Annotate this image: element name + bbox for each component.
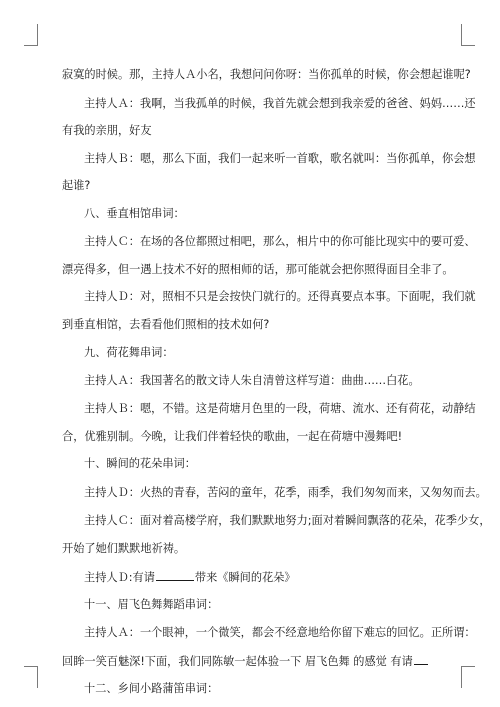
crop-mark-top-right-vertical [461,24,462,46]
paragraph-line: 合，优雅别制。今晚，让我们伴着轻快的歌曲，一起在荷塘中漫舞吧! [62,430,403,443]
invite-text: 回眸一笑百魅深!下面，我们同陈敏一起体验一下 眉飞色舞 的感觉 有请 [62,655,413,668]
program-title-text: 带来《瞬间的花朵》 [194,571,296,584]
paragraph-line: 主持人Ｂ：嗯，不错。这是荷塘月色里的一段，荷塘、流水、还有荷花，动静结 [84,402,476,415]
paragraph-line: 主持人Ｄ：火热的青春，苦闷的童年，花季，雨季，我们匆匆而来，又匆匆而去。 [84,486,487,499]
section-heading: 十、瞬间的花朵串词： [84,457,196,470]
paragraph-line: 有我的亲朋，好友 [62,124,152,137]
section-heading: 八、垂直相馆串词： [84,207,185,220]
crop-mark-bottom-left-horizontal [24,666,38,667]
paragraph-line: 开始了她们默默地祈祷。 [62,542,186,555]
paragraph-line: 主持人Ａ：一个眼神，一个微笑，都会不经意地给你留下难忘的回忆。正所谓： [84,626,476,639]
paragraph-line: 起谁? [62,179,91,192]
blank-underline [414,654,428,665]
paragraph-line: 到垂直相馆，去看看他们照相的技术如何? [62,318,270,331]
paragraph-line: 主持人Ｂ：嗯，那么下面，我们一起来听一首歌，歌名就叫：当你孤单，你会想 [84,152,476,165]
paragraph-line: 主持人Ｃ：在场的各位都照过相吧，那么，相片中的你可能比现实中的要可爱、 [84,235,476,248]
paragraph-line [62,654,462,669]
crop-mark-bottom-left-vertical [37,666,38,688]
paragraph-line: 主持人Ｄ：对，照相不只是会按快门就行的。还得真要点本事。下面呢，我们就 [84,290,476,303]
blank-underline [156,570,194,581]
crop-mark-top-left-horizontal [24,45,38,46]
paragraph-line: 主持人Ａ：我啊，当我孤单的时候，我首先就会想到我亲爱的爸爸、妈妈……还 [84,97,476,110]
paragraph-line [84,570,484,585]
paragraph-line: 主持人Ｃ：面对着高楼学府，我们默默地努力;面对着瞬间飘落的花朵，花季少女， [84,514,491,527]
section-heading: 九、荷花舞串词： [84,346,174,359]
paragraph-line: 寂寞的时候。那，主持人Ａ小名，我想问问你呀：当你孤单的时候，你会想起谁呢? [62,68,471,81]
section-heading: 十一、眉飞色舞舞蹈串词： [84,598,219,611]
paragraph-line: 主持人Ａ：我国著名的散文诗人朱自清曾这样写道：曲曲……白花。 [84,374,420,387]
crop-mark-bottom-right-horizontal [461,666,475,667]
crop-mark-top-left-vertical [37,24,38,46]
paragraph-line: 漂亮得多，但一遇上技术不好的照相师的话，那可能就会把你照得面目全非了。 [62,263,454,276]
crop-mark-top-right-horizontal [461,45,475,46]
section-heading: 十二、乡间小路蒲笛串词： [84,682,219,695]
host-invite-text: 主持人Ｄ:有请 [84,571,155,584]
